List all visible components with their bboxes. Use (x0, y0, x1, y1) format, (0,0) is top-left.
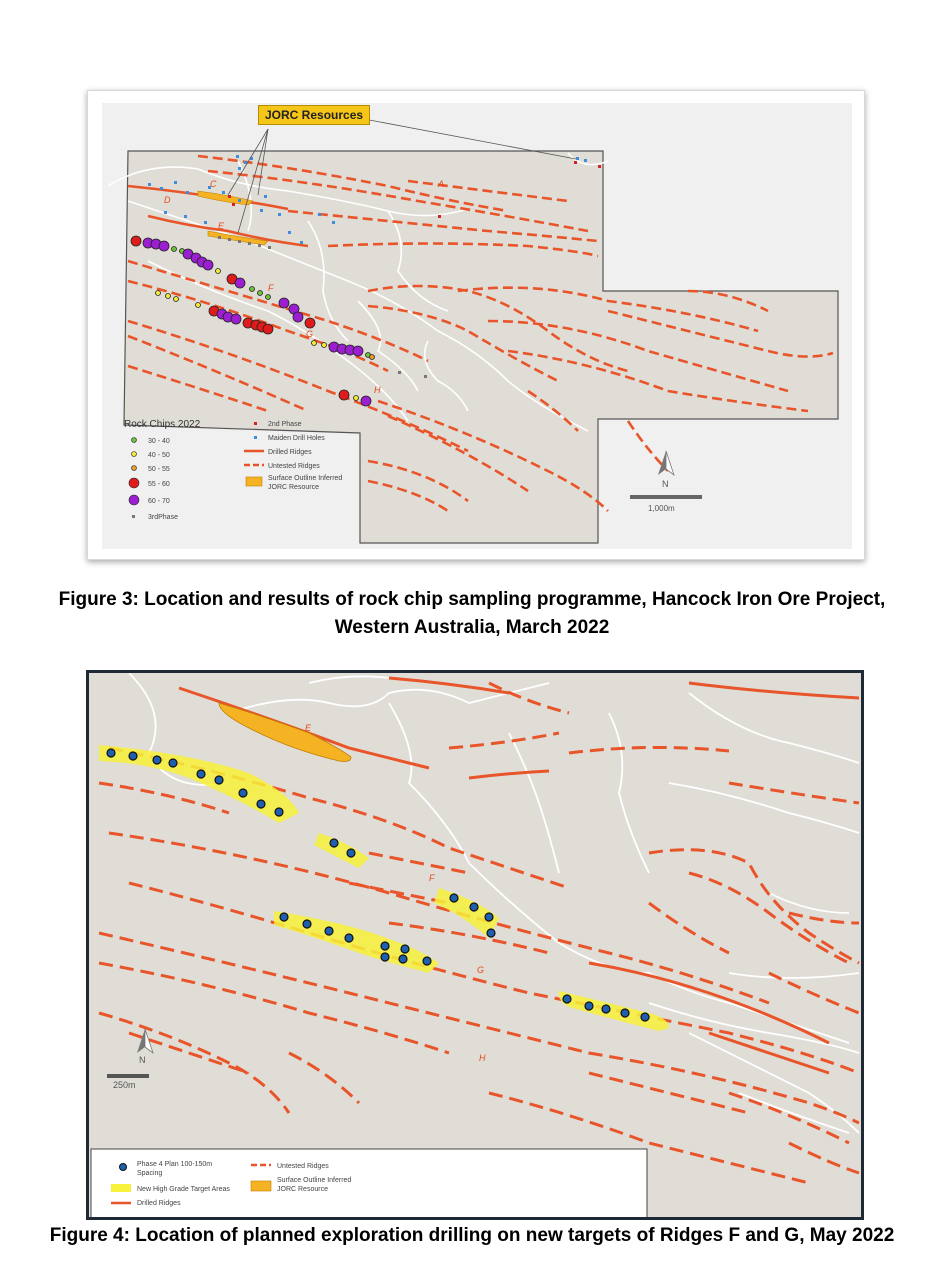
figure-4-caption: Figure 4: Location of planned exploration drilling on new targets of Ridges F and G, May 2022 (49, 1225, 895, 1246)
scale-bar-fig4 (107, 1074, 149, 1078)
ridge-label-e: E (305, 723, 312, 733)
ridge-label-g: G (306, 329, 314, 339)
figure-4-legend (91, 1149, 647, 1217)
legend-title: Rock Chips 2022 (124, 419, 201, 430)
north-label: N (662, 479, 669, 489)
legend-range-55-60: 55 - 60 (148, 481, 170, 488)
legend-phase4-spacing: Spacing (137, 1170, 163, 1177)
ridge-label-h: H (374, 385, 381, 395)
scale-bar (630, 495, 702, 499)
legend-phase4: Phase 4 Plan 100-150m (137, 1161, 213, 1168)
legend-range-30-40: 30 - 40 (148, 438, 170, 445)
legend-third-phase: 3rdPhase (148, 514, 178, 521)
legend-jorc-resource: JORC Resource (268, 484, 319, 491)
scale-label: 1,000m (648, 504, 675, 513)
scale-label-fig4: 250m (113, 1080, 136, 1090)
legend-second-phase: 2nd Phase (268, 421, 302, 428)
legend-range-60-70: 60 - 70 (148, 498, 170, 505)
legend-untested-ridges-fig4: Untested Ridges (277, 1163, 329, 1170)
legend-untested-ridges: Untested Ridges (268, 463, 320, 470)
legend-new-high-grade: New High Grade Target Areas (137, 1186, 230, 1193)
legend-range-40-50: 40 - 50 (148, 452, 170, 459)
ridge-label-f: F (268, 283, 274, 293)
figure-3-map-svg (88, 91, 866, 561)
legend-drilled-ridges-fig4: Drilled Ridges (137, 1200, 181, 1207)
north-label-fig4: N (139, 1055, 146, 1065)
ridge-label-h: H (479, 1053, 486, 1063)
ridge-label-c: C (210, 179, 217, 189)
ridge-label-f: F (429, 873, 435, 883)
legend-drilled-ridges: Drilled Ridges (268, 449, 312, 456)
legend-surface-outline: Surface Outline Inferred (268, 475, 343, 482)
ridge-label-g: G (477, 965, 485, 975)
jorc-resources-label: JORC Resources (258, 105, 370, 125)
ridge-label-a: A (438, 179, 445, 189)
ridge-label-e: E (218, 221, 225, 231)
ridge-label-d: D (164, 195, 171, 205)
figure-3-map (87, 90, 865, 560)
legend-range-50-55: 50 - 55 (148, 466, 170, 473)
figure-4-map-svg (89, 673, 861, 1217)
legend-jorc-resource-fig4: JORC Resource (277, 1186, 328, 1193)
legend-surface-outline-fig4: Surface Outline Inferred (277, 1177, 352, 1184)
figure-4-map (86, 670, 864, 1220)
legend-maiden-drill: Maiden Drill Holes (268, 435, 325, 442)
figure-3-caption-line-2: Western Australia, March 2022 (334, 617, 610, 638)
figure-3-caption-line-1: Figure 3: Location and results of rock chip sampling programme, Hancock Iron Ore Project, (58, 589, 886, 610)
